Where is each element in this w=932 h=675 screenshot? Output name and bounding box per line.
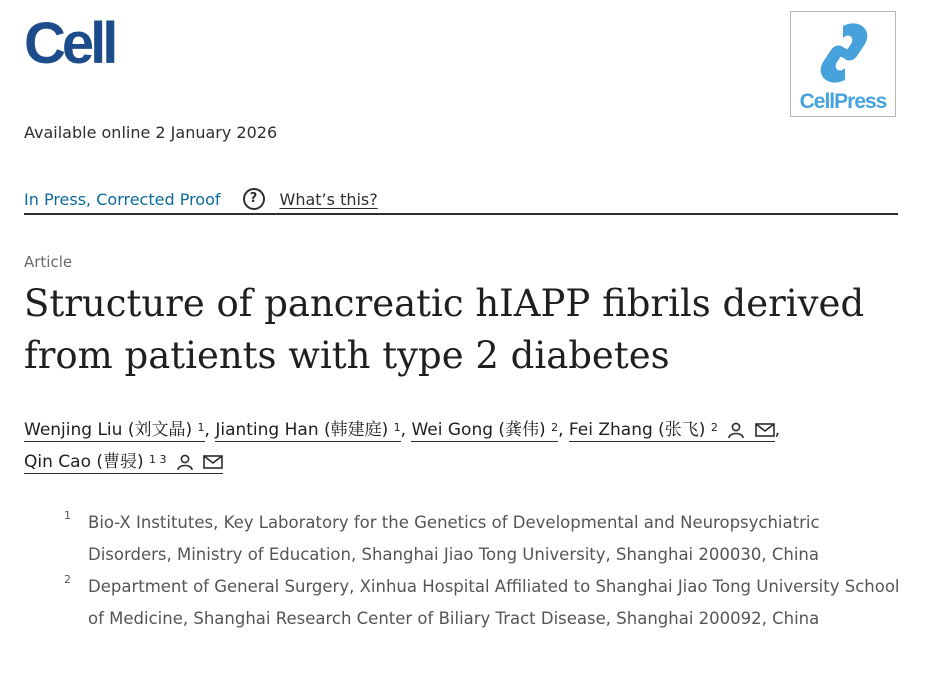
author-link[interactable] <box>24 451 223 474</box>
author-affiliation-sup: 1 <box>197 421 205 434</box>
author-link[interactable] <box>569 419 775 442</box>
affiliation-item <box>64 507 904 571</box>
cellpress-mark-icon <box>809 18 879 88</box>
author-affiliation-sup: 2 <box>551 421 559 434</box>
person-icon <box>176 453 194 471</box>
author-link[interactable] <box>24 419 205 442</box>
affiliation-number: 1 <box>64 509 71 522</box>
author-list: Wenjing Liu (刘文晶) $^1$, Jianting Han (韩建庭) $^1$, Wei Gong (龚伟) $^2$, Fei Zhang (张飞) $^2$ , Qin Cao (曹骎) $^{1 3}$ <box>24 420 781 472</box>
author-link[interactable] <box>411 419 558 442</box>
article-title: Structure of pancreatic hIAPP fibrils derived from patients with type 2 diabetes <box>24 282 865 377</box>
affiliation-text: Bio-X Institutes, Key Laboratory for the Genetics of Developmental and Neuropsychiatric Disorders, Ministry of Education, Shanghai Jiao Tong University, Shanghai 200030, China <box>88 513 820 564</box>
author-link[interactable] <box>215 419 400 442</box>
cellpress-wordmark: CellPress <box>799 90 887 113</box>
author-name: Wei Gong (龚伟) <box>411 420 546 440</box>
envelope-icon <box>755 422 775 438</box>
article-type: Article <box>24 253 73 271</box>
affiliation-text: Department of General Surgery, Xinhua Hospital Affiliated to Shanghai Jiao Tong University School of Medicine, Shanghai Research Center of Biliary Tract Disease, Shanghai 200092, China <box>88 577 900 628</box>
author-name: Wenjing Liu (刘文晶) <box>24 420 193 440</box>
available-online-date: Available online 2 January 2026 <box>24 123 278 142</box>
cell-journal-logo[interactable]: Cell <box>24 11 115 76</box>
author-affiliation-sup: 1 <box>393 421 401 434</box>
author-name: Jianting Han (韩建庭) <box>215 420 389 440</box>
article-status-bar <box>24 185 898 215</box>
affiliation-number: 2 <box>64 573 71 586</box>
author-affiliation-sup: 2 <box>710 421 718 434</box>
author-name: Qin Cao (曹骎) <box>24 452 144 472</box>
envelope-icon <box>203 454 223 470</box>
whats-this-link[interactable]: What’s this? <box>279 189 378 209</box>
affiliation-list <box>64 507 904 635</box>
question-circle-icon[interactable]: ? <box>243 188 265 210</box>
cellpress-logo[interactable] <box>790 11 896 117</box>
author-affiliation-sup: 1 3 <box>149 453 167 466</box>
affiliation-item <box>64 571 904 635</box>
person-icon <box>727 421 745 439</box>
in-press-status-link[interactable]: In Press, Corrected Proof <box>24 189 221 209</box>
author-name: Fei Zhang (张飞) <box>568 420 706 440</box>
